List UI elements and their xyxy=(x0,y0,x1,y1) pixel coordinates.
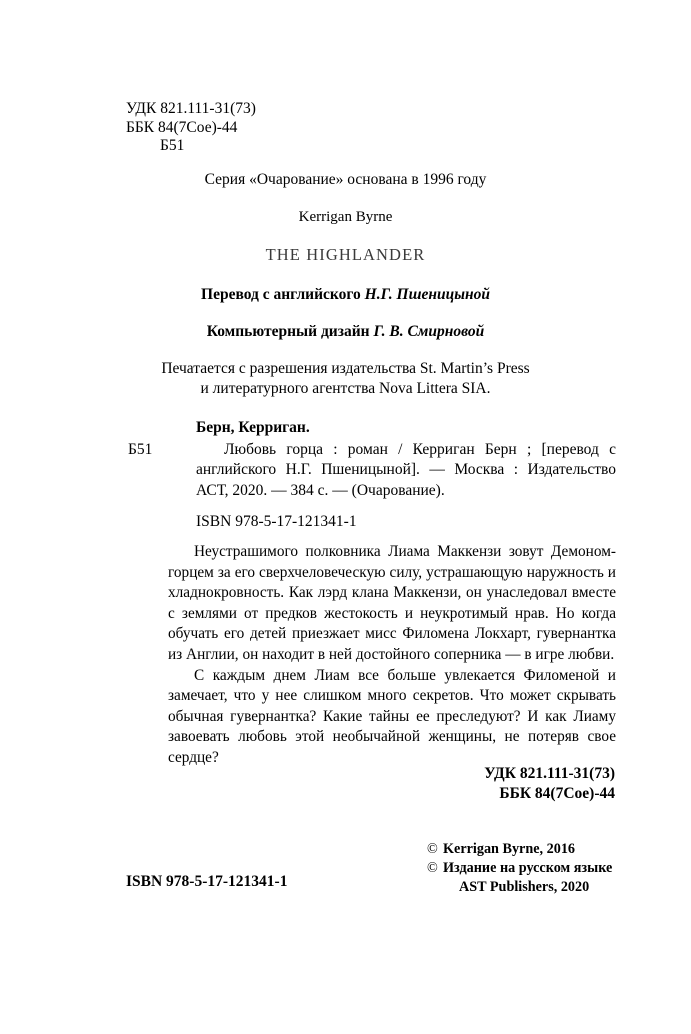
bbk-code-repeat: ББК 84(7Сое)-44 xyxy=(499,785,615,802)
record-description: Любовь горца : роман / Керриган Берн ; [перевод с английского Н.Г. Пшеницыной]. — Москва : Издательство АСТ, 2020. — 384 с. — (Очарование). xyxy=(196,440,616,499)
record-index: Б51 xyxy=(128,440,153,458)
udk-code-repeat: УДК 821.111-31(73) xyxy=(484,765,615,782)
copyright-line-1 xyxy=(427,840,612,859)
translator-name: Н.Г. Пшеницыной xyxy=(364,286,490,303)
translation-credit xyxy=(60,285,631,304)
copyright-icon: © xyxy=(427,841,438,857)
record-isbn: ISBN 978-5-17-121341-1 xyxy=(196,513,357,530)
classification-codes xyxy=(126,100,256,156)
series-line: Серия «Очарование» основана в 1996 году xyxy=(204,171,487,188)
copyright-line-2 xyxy=(427,859,612,878)
annotation-paragraph-2: С каждым днем Лиам все больше увлекается Филоменой и замечает, что у нее слишком много секретов. Что может скрывать обычная гувернантка? Какие тайны ее преследуют? И как Лиаму завоевать любовь этой необычайной женщины, не потеряв свое сердце? xyxy=(168,666,616,766)
copyright-holder-author: Kerrigan Byrne, 2016 xyxy=(443,841,576,857)
original-title: THE HIGHLANDER xyxy=(265,245,426,264)
permission-line-1: Печатается с разрешения издательства St. Martin’s Press xyxy=(161,360,530,377)
copyright-line-3 xyxy=(427,878,612,897)
imprint-block xyxy=(60,170,631,399)
design-label: Компьютерный дизайн xyxy=(206,323,370,340)
classification-codes-repeat xyxy=(484,764,615,804)
copyright-icon: © xyxy=(427,860,438,876)
designer-name: Г. В. Смирновой xyxy=(373,323,485,340)
annotation-paragraph-1: Неустрашимого полковника Лиама Маккензи зовут Демоном-горцем за его сверхчеловеческую силу, устрашающую наружность и хладнокровность. Как лэрд клана Маккензи, он унаследовал вместе с землями от предков жестокость и неукротимый нрав. Но когда обучать его детей приезжает мисс Филомена Локхарт, гувернантка из Англии, он находит в ней достойного соперника — в игре любви. xyxy=(168,543,616,663)
copyright-russian-edition: Издание на русском языке xyxy=(443,860,613,876)
translation-label: Перевод с английского xyxy=(201,286,361,303)
permission-line-2: и литературного агентства Nova Littera SIA. xyxy=(200,380,491,397)
udk-code: УДК 821.111-31(73) xyxy=(126,100,256,117)
bbk-code: ББК 84(7Сое)-44 xyxy=(126,118,238,136)
design-credit xyxy=(60,322,631,341)
copyright-publisher: AST Publishers, 2020 xyxy=(459,879,590,895)
bibliographic-record xyxy=(128,418,616,501)
permission-notice xyxy=(60,359,631,399)
annotation-text xyxy=(168,542,616,769)
copyright-block xyxy=(427,840,612,897)
footer-isbn: ISBN 978-5-17-121341-1 xyxy=(126,873,288,890)
original-author: Kerrigan Byrne xyxy=(298,209,393,225)
record-author-heading: Берн, Керриган. xyxy=(196,419,310,436)
shelf-index: Б51 xyxy=(160,137,185,154)
record-body xyxy=(128,440,616,502)
